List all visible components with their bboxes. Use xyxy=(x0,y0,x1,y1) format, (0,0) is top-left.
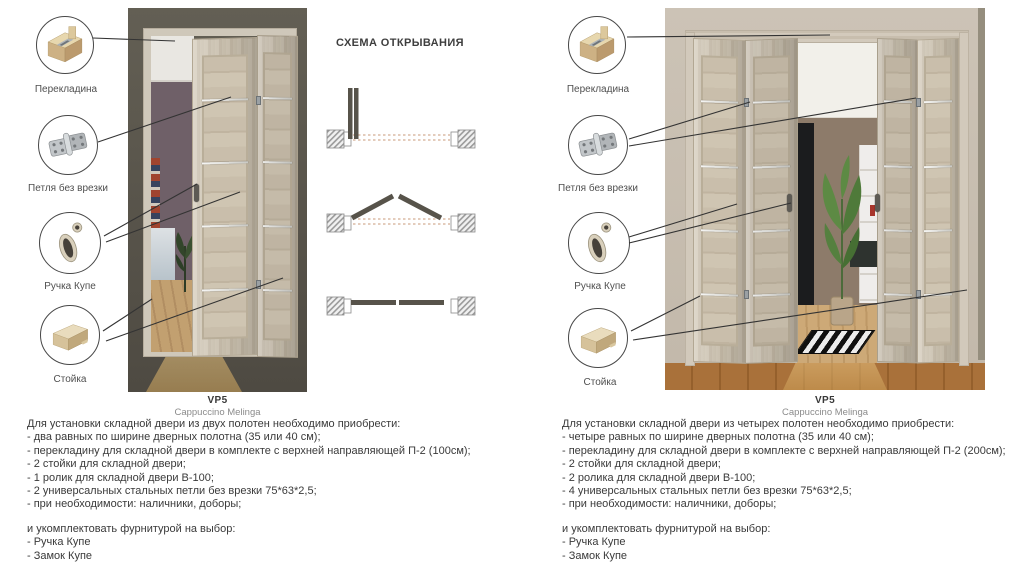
model-label xyxy=(128,395,307,418)
door-leaf-panel xyxy=(701,55,738,346)
crossbar-icon-art xyxy=(42,22,88,68)
parts-intro: Для установки складной двери из четырех полотен необходимо приобрести: xyxy=(562,418,955,430)
coupe-handle xyxy=(194,184,199,202)
parts-item: - 2 универсальных стальных петли без врезки 75*63*2,5; xyxy=(27,485,317,498)
scheme-title: СХЕМА ОТКРЫВАНИЯ xyxy=(336,37,464,49)
post-label: Стойка xyxy=(53,374,87,385)
handle-icon-art xyxy=(45,218,95,268)
parts-item: - 2 ролика для складной двери В-100; xyxy=(562,471,756,484)
parts-item: - четыре равных по ширине дверных полотна (35 или 40 см); xyxy=(562,431,874,444)
left-hardware-list xyxy=(27,523,235,563)
room-dark-door xyxy=(797,123,814,305)
fold-hinge xyxy=(916,98,921,107)
room-ceiling xyxy=(797,43,877,118)
door-leaf xyxy=(877,38,919,363)
door-leaf-panel xyxy=(202,54,248,340)
room-plant xyxy=(172,228,194,292)
model-name: VP5 xyxy=(814,395,836,406)
fold-hinge xyxy=(256,280,261,289)
post-label: Стойка xyxy=(583,377,617,388)
room-view xyxy=(151,36,194,352)
parts-item: - 4 универсальных стальных петли без врезки 75*63*2,5; xyxy=(562,485,852,498)
fold-hinge xyxy=(744,98,749,107)
hall-floor-light xyxy=(783,363,887,390)
parts-item: - 2 стойки для складной двери; xyxy=(562,458,721,471)
handle-icon xyxy=(568,212,630,274)
post-icon xyxy=(40,305,100,365)
right-hardware-list xyxy=(562,523,770,563)
door-leaf-panel xyxy=(753,55,790,346)
opening-scheme-diagrams xyxy=(320,80,480,330)
coupe-handle xyxy=(787,194,792,212)
scheme-closed xyxy=(327,297,475,315)
left-parts-list xyxy=(27,418,471,512)
room-plant xyxy=(815,139,867,339)
door-leaf xyxy=(257,35,298,358)
hardware-item: - Замок Купе xyxy=(562,549,628,562)
parts-intro: Для установки складной двери из двух полотен необходимо приобрести: xyxy=(27,418,401,430)
hinge-label: Петля без врезки xyxy=(28,183,108,194)
model-finish: Cappuccino Melinga xyxy=(781,407,869,418)
door-leaf xyxy=(192,37,258,357)
photo-bifold-two-leaf xyxy=(128,8,307,392)
handle-icon xyxy=(39,212,101,274)
hardware-item: - Ручка Купе xyxy=(27,536,91,549)
hinge-label: Петля без врезки xyxy=(558,183,638,194)
crossbar-icon xyxy=(568,16,626,74)
model-finish: Cappuccino Melinga xyxy=(174,407,261,418)
parts-item: - 2 стойки для складной двери; xyxy=(27,458,186,471)
scheme-open xyxy=(327,88,475,148)
hinge-icon xyxy=(38,115,98,175)
hardware-intro: и укомплектовать фурнитурой на выбор: xyxy=(562,523,771,535)
hinge-icon-art xyxy=(44,121,92,169)
crossbar-icon xyxy=(36,16,94,74)
parts-item: - перекладину для складной двери в комплекте с верхней направляющей П-2 (100см); xyxy=(27,444,471,457)
parts-item: - при необходимости: наличники, доборы; xyxy=(562,498,777,511)
wall-corner xyxy=(978,8,985,360)
door-leaf xyxy=(693,38,746,364)
post-icon xyxy=(568,308,628,368)
coupe-handle xyxy=(875,194,880,212)
door-leaf-panel xyxy=(924,55,953,346)
parts-item: - 1 ролик для складной двери В-100; xyxy=(27,471,214,484)
hinge-icon-art xyxy=(574,121,622,169)
parts-item: - два равных по ширине дверных полотна (35 или 40 см); xyxy=(27,431,321,444)
scheme-half-open xyxy=(327,196,475,232)
hardware-item: - Замок Купе xyxy=(27,549,93,562)
crossbar-label: Перекладина xyxy=(566,84,630,95)
handle-icon-art xyxy=(574,218,624,268)
room-view xyxy=(797,43,877,363)
right-parts-list xyxy=(562,418,1006,512)
door-leaf xyxy=(917,38,959,363)
handle-label: Ручка Купе xyxy=(574,281,626,292)
fold-hinge xyxy=(744,290,749,299)
post-icon-art xyxy=(574,314,622,362)
hardware-intro: и укомплектовать фурнитурой на выбор: xyxy=(27,523,236,535)
door-leaf-panel xyxy=(884,55,913,346)
model-label xyxy=(665,395,985,418)
room-ceiling xyxy=(151,36,194,82)
door-frame-stile xyxy=(959,32,969,366)
crossbar-icon-art xyxy=(574,22,620,68)
parts-item: - при необходимости: наличники, доборы; xyxy=(27,498,242,511)
door-leaf-panel xyxy=(263,52,291,341)
hinge-icon xyxy=(568,115,628,175)
model-name: VP5 xyxy=(207,395,228,406)
hardware-item: - Ручка Купе xyxy=(562,536,626,549)
crossbar-label: Перекладина xyxy=(34,84,98,95)
handle-label: Ручка Купе xyxy=(44,281,96,292)
parts-item: - перекладину для складной двери в комплекте с верхней направляющей П-2 (200см); xyxy=(562,444,1006,457)
fold-hinge xyxy=(256,96,261,105)
fold-hinge xyxy=(916,290,921,299)
post-icon-art xyxy=(46,311,94,359)
photo-bifold-four-leaf xyxy=(665,8,985,390)
